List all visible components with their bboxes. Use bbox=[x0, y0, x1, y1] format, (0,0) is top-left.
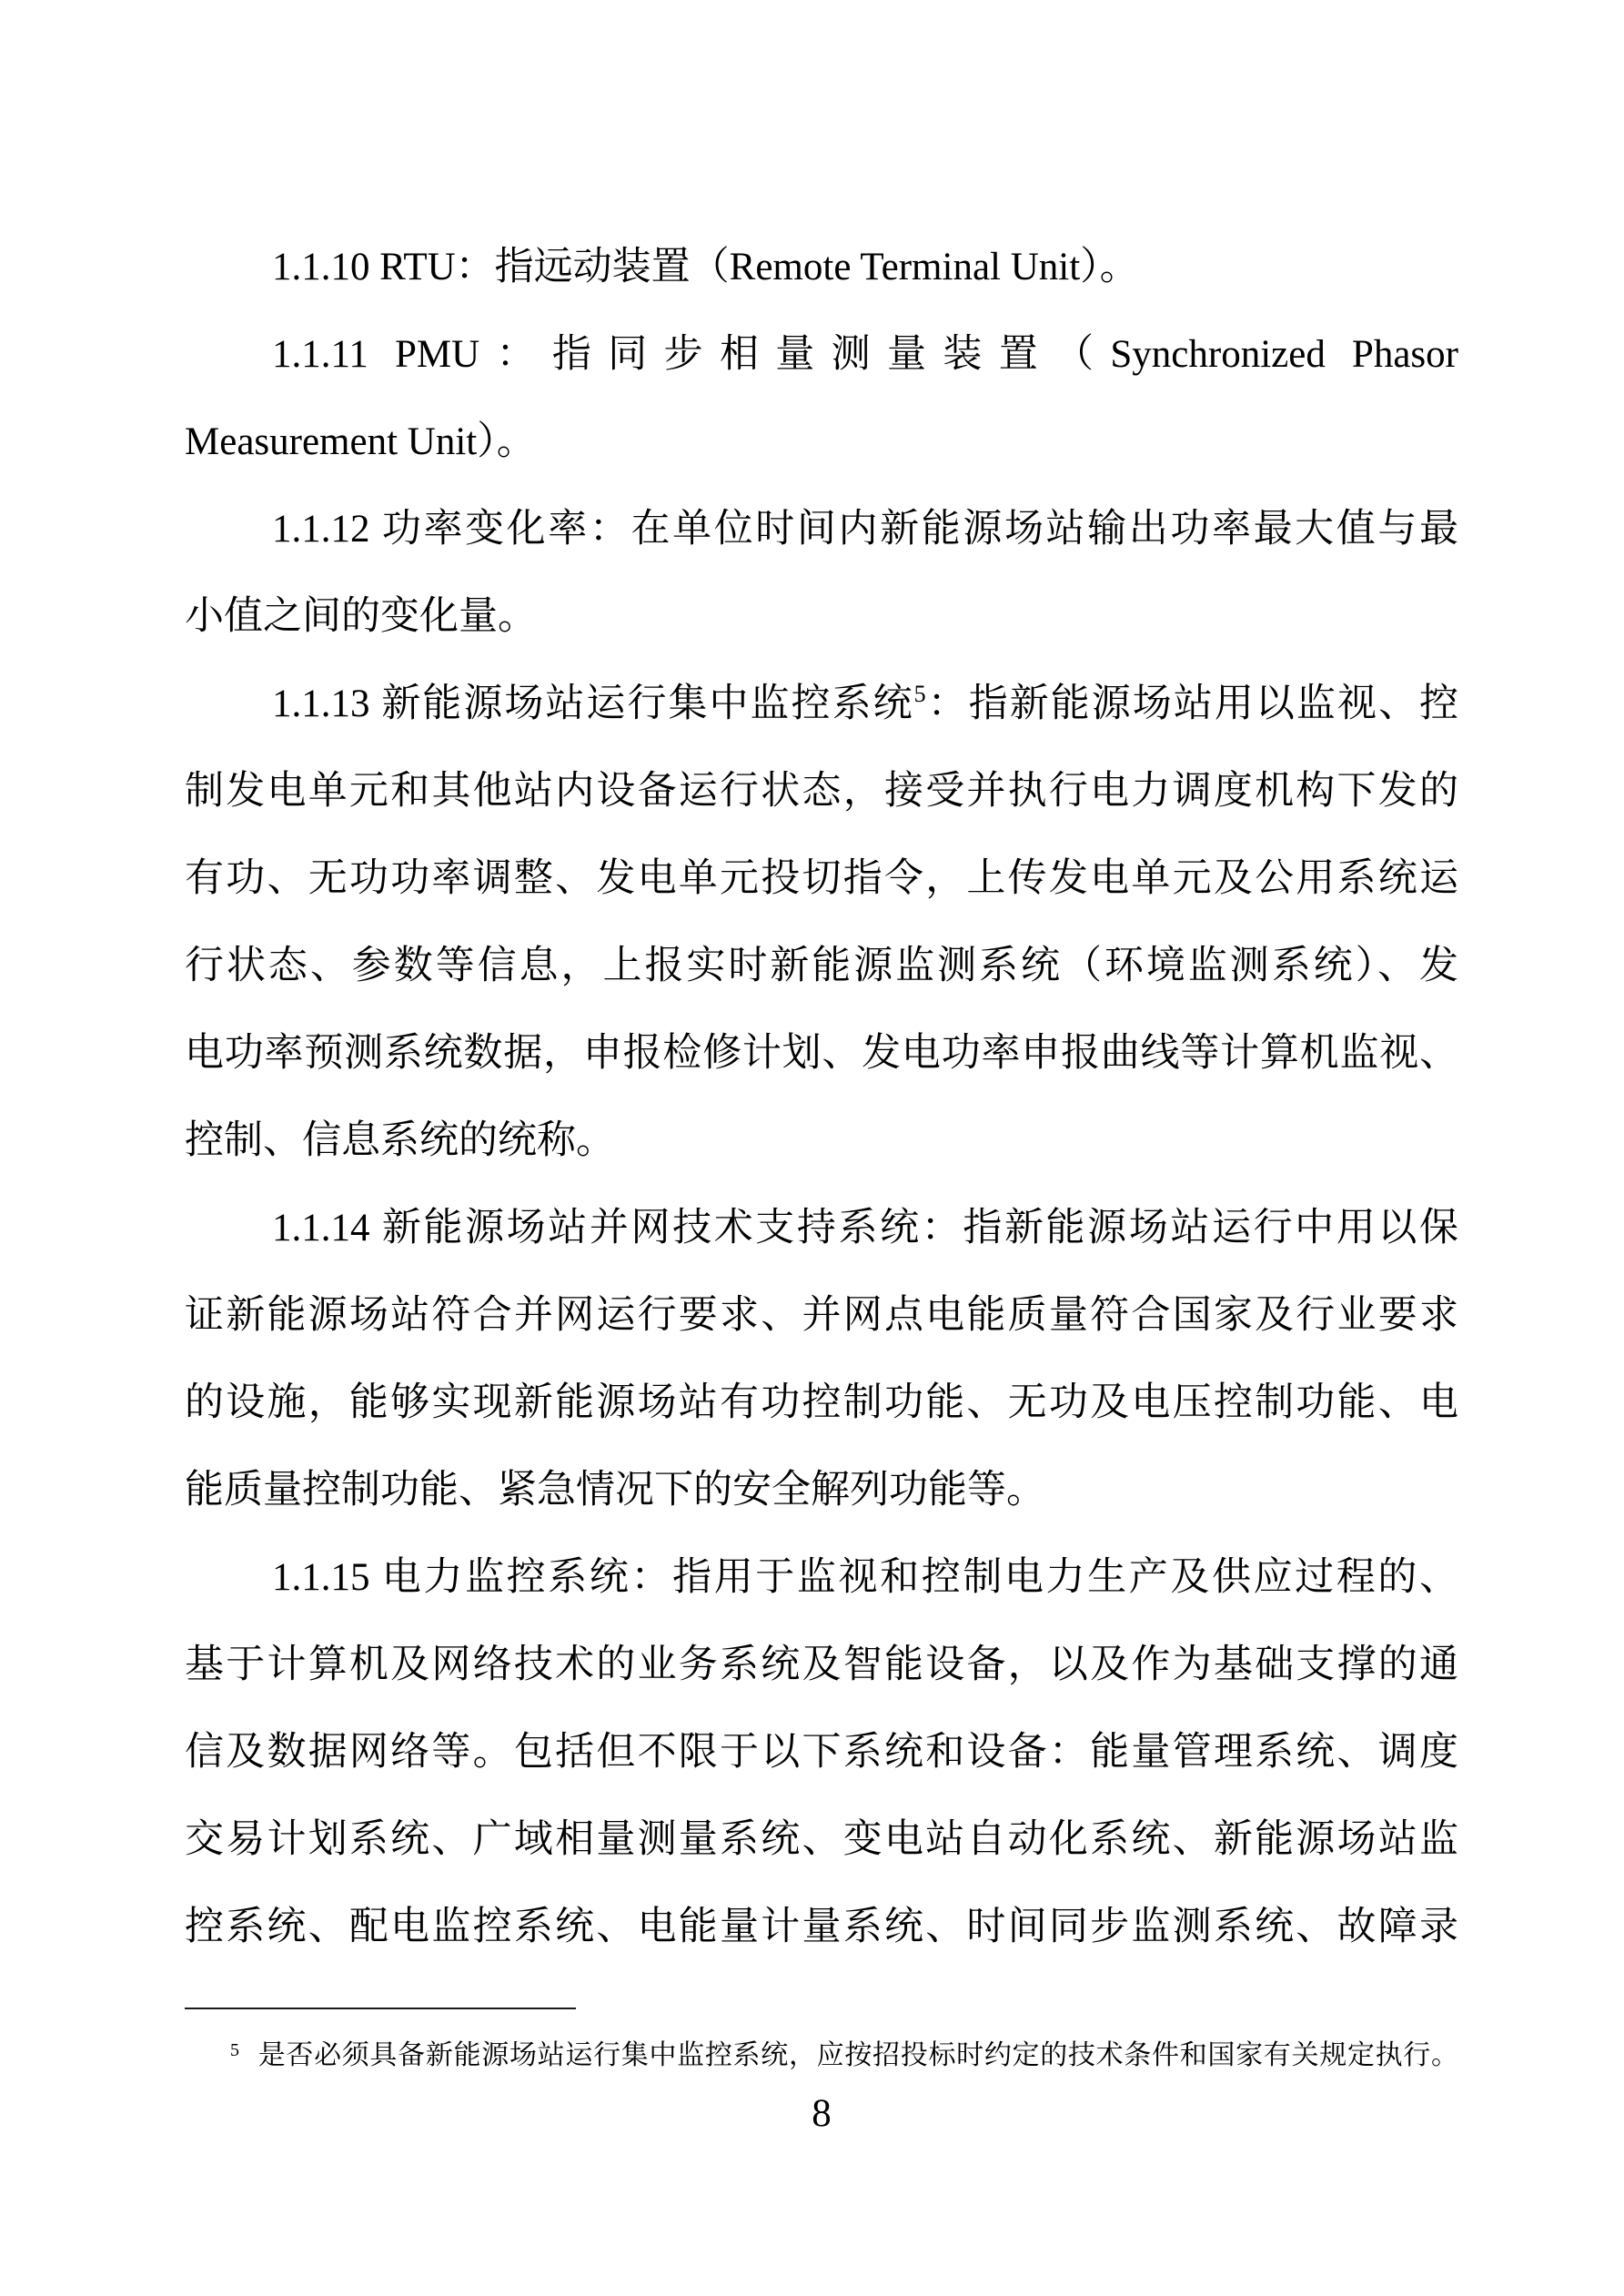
paragraph bbox=[185, 224, 1458, 311]
text-line: 证新能源场站符合并网运行要求、并网点电能质量符合国家及行业要求 bbox=[185, 1294, 1458, 1337]
text-line: 电功率预测系统数据，申报检修计划、发电功率申报曲线等计算机监视、 bbox=[185, 1032, 1458, 1075]
paragraph bbox=[185, 1185, 1458, 1534]
text-line: 1.1.12 功率变化率：在单位时间内新能源场站输出功率最大值与最 bbox=[272, 508, 1458, 551]
footnote-ref: 5 bbox=[913, 681, 926, 707]
footnote-separator bbox=[185, 2008, 576, 2009]
text-line: 1.1.11 PMU：指同步相量测量装置（Synchronized Phasor bbox=[272, 333, 1458, 376]
document-body bbox=[185, 224, 1458, 1971]
text-line: 能质量控制功能、紧急情况下的安全解列功能等。 bbox=[185, 1469, 1045, 1512]
text-line: 1.1.10 RTU：指远动装置（Remote Terminal Unit）。 bbox=[272, 246, 1139, 288]
footnote bbox=[185, 2037, 1458, 2075]
text-line: Measurement Unit）。 bbox=[185, 420, 536, 463]
text-line: 控制、信息系统的统称。 bbox=[185, 1119, 615, 1162]
text-line: 信及数据网络等。包括但不限于以下系统和设备：能量管理系统、调度 bbox=[185, 1731, 1458, 1774]
paragraph bbox=[185, 1534, 1458, 1971]
text-line: 基于计算机及网络技术的业务系统及智能设备，以及作为基础支撑的通 bbox=[185, 1644, 1458, 1686]
text-line: 制发电单元和其他站内设备运行状态，接受并执行电力调度机构下发的 bbox=[185, 770, 1458, 813]
text-line: 的设施，能够实现新能源场站有功控制功能、无功及电压控制功能、电 bbox=[185, 1381, 1458, 1424]
text-line: 小值之间的变化量。 bbox=[185, 595, 537, 638]
text-line: 行状态、参数等信息，上报实时新能源监测系统（环境监测系统）、发 bbox=[185, 945, 1458, 987]
text-line: 1.1.14 新能源场站并网技术支持系统：指新能源场站运行中用以保 bbox=[272, 1207, 1458, 1249]
text-line: 交易计划系统、广域相量测量系统、变电站自动化系统、新能源场站监 bbox=[185, 1818, 1458, 1861]
page-number: 8 bbox=[812, 2092, 832, 2135]
footnote-marker: 5 bbox=[230, 2040, 239, 2060]
text-line: 1.1.15 电力监控系统：指用于监视和控制电力生产及供应过程的、 bbox=[272, 1556, 1458, 1599]
footnote-text: 是否必须具备新能源场站运行集中监控系统，应按招投标时约定的技术条件和国家有关规定执行。 bbox=[257, 2040, 1458, 2070]
paragraph bbox=[185, 311, 1458, 486]
paragraph bbox=[185, 486, 1458, 661]
text-line: 有功、无功功率调整、发电单元投切指令，上传发电单元及公用系统运 bbox=[185, 857, 1458, 900]
text-line: 控系统、配电监控系统、电能量计量系统、时间同步监测系统、故障录 bbox=[185, 1906, 1458, 1948]
text-line: 1.1.13 新能源场站运行集中监控系统$^5$：指新能源场站用以监视、控 bbox=[272, 681, 1459, 725]
paragraph bbox=[185, 661, 1458, 1185]
